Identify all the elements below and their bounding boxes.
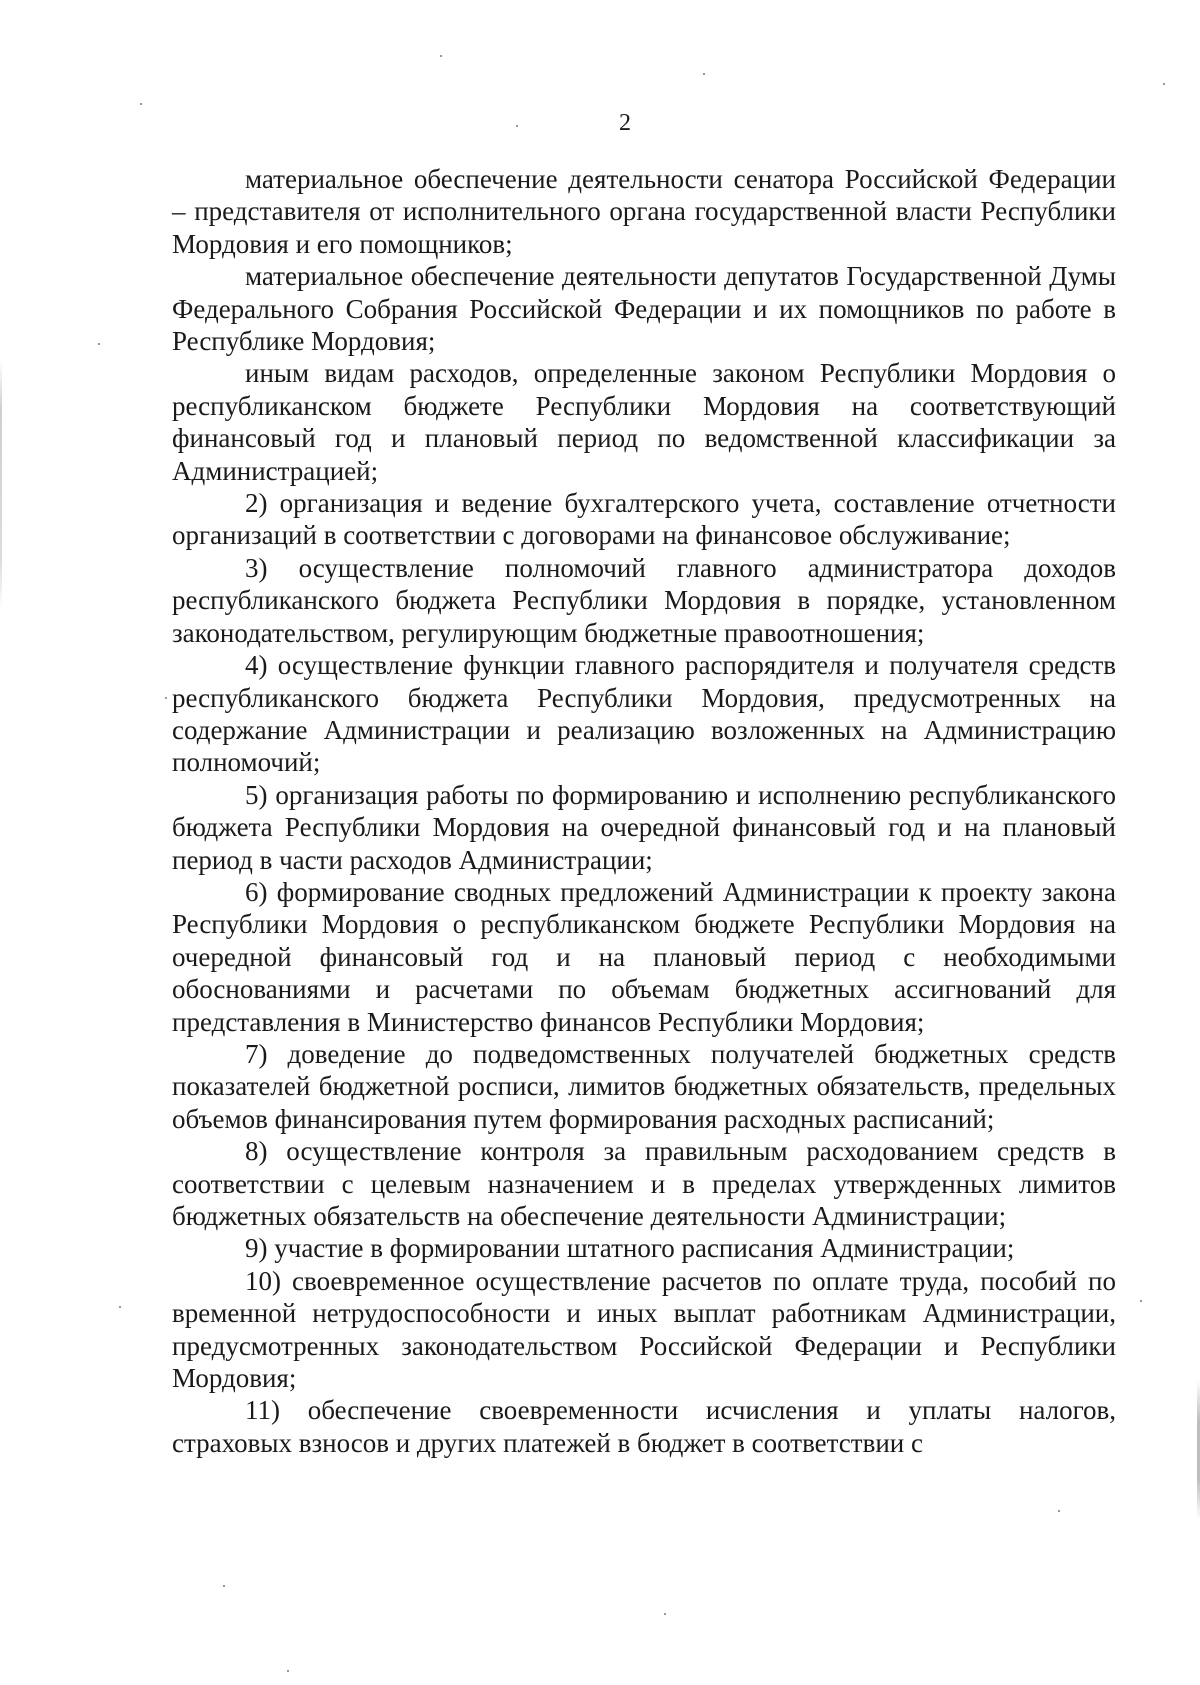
paragraph-deputies-support: материальное обеспечение деятельности депутатов Государственной Думы Федерального Собрания Российской Федерации и их помощников по работе в Республике Мордовия; <box>172 261 1116 357</box>
paragraph-item-7: 7) доведение до подведомственных получателей бюджетных средств показателей бюджетной росписи, лимитов бюджетных обязательств, предельных объемов финансирования путем формирования расходных расписаний; <box>172 1038 1116 1134</box>
scan-speck <box>223 1585 225 1587</box>
scan-speck <box>98 343 100 345</box>
scan-speck <box>664 1613 666 1615</box>
scan-edge-shadow <box>0 360 2 610</box>
scan-speck <box>703 73 705 75</box>
paragraph-senator-support: материальное обеспечение деятельности сенатора Российской Федерации – представителя от исполнительного органа государственной власти Республики Мордовия и его помощников; <box>172 164 1116 259</box>
paragraph-item-8: 8) осуществление контроля за правильным расходованием средств в соответствии с целевым назначением и в пределах утвержденных лимитов бюджетных обязательств на обеспечение деятельности Администрации; <box>172 1136 1116 1231</box>
document-body <box>172 163 1116 1459</box>
scan-speck <box>119 1306 121 1308</box>
scan-speck <box>287 1670 289 1672</box>
scan-speck <box>1163 83 1165 85</box>
paragraph-item-2: 2) организация и ведение бухгалтерского учета, составление отчетности организаций в соответствии с договорами на финансовое обслуживание; <box>172 488 1116 551</box>
paragraph-item-5: 5) организация работы по формированию и исполнению республиканского бюджета Республики Мордовия на очередной финансовый год и на плановый период в части расходов Администрации; <box>172 779 1116 875</box>
scan-speck <box>140 103 142 105</box>
scan-speck <box>165 697 167 699</box>
paragraph-item-6: 6) формирование сводных предложений Администрации к проекту закона Республики Мордовия о республиканском бюджете Республики Мордовия на очередной финансовый год и на плановый период с необходимыми обоснованиями и расчетами по объемам бюджетных ассигнований для представления в Министерство финансов Республики Мордовия; <box>172 876 1116 1037</box>
paragraph-item-10: 10) своевременное осуществление расчетов по оплате труда, пособий по временной нетрудоспособности и иных выплат работникам Администрации, предусмотренных законодательством Российской Федерации и Республики Мордовия; <box>172 1265 1116 1394</box>
paragraph-item-3: 3) осуществление полномочий главного администратора доходов республиканского бюджета Республики Мордовия в порядке, установленном законодательством, регулирующим бюджетные правоотношения; <box>172 552 1116 648</box>
scan-speck <box>440 55 442 57</box>
page-number: 2 <box>619 110 631 136</box>
paragraph-item-9: 9) участие в формировании штатного расписания Администрации; <box>245 1233 1015 1264</box>
scan-speck <box>1058 1510 1060 1512</box>
paragraph-item-4: 4) осуществление функции главного распорядителя и получателя средств республиканского бюджета Республики Мордовия, предусмотренных на содержание Администрации и реализацию возложенных на Администрацию полномочий; <box>172 650 1116 778</box>
scan-speck <box>1140 1300 1142 1302</box>
paragraph-item-11: 11) обеспечение своевременности исчисления и уплаты налогов, страховых взносов и других платежей в бюджет в соответствии с <box>172 1395 1116 1458</box>
paragraph-other-expenses: иным видам расходов, определенные законом Республики Мордовия о республиканском бюджете Республики Мордовия на соответствующий финансовый год и плановый период по ведомственной классификации за Администрацией; <box>172 358 1116 486</box>
